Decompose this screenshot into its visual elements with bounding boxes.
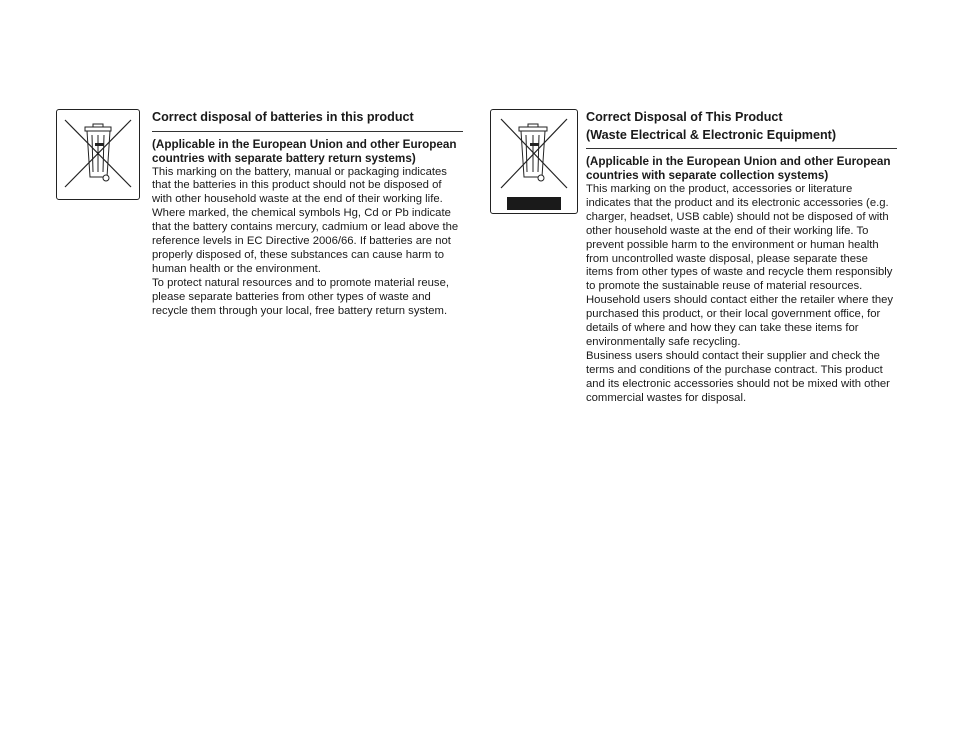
weee-symbol-box xyxy=(490,109,578,214)
battery-title: Correct disposal of batteries in this product xyxy=(152,109,463,132)
battery-subhead: (Applicable in the European Union and other European countries with separate battery return systems) xyxy=(152,137,457,165)
weee-title-line1: Correct Disposal of This Product xyxy=(586,110,783,124)
weee-paragraph: Household users should contact either the retailer where they purchased this product, or their local government office, for details of where and how they can take these items for environmentally safe recycling. xyxy=(586,294,894,348)
weee-paragraph: This marking on the product, accessories or literature indicates that the product and its electronic accessories (e.g. charger, headset, USB cable) should not be disposed of with other household waste at the end of their working life. To prevent possible harm to the environment or human health from uncontrolled waste disposal, please separate these items from other types of waste and recycle them responsibly to promote the sustainable reuse of material resources. xyxy=(586,183,893,293)
weee-title xyxy=(586,109,897,149)
battery-text xyxy=(152,109,463,318)
crossed-out-wheelie-bin-icon xyxy=(57,110,139,199)
battery-paragraph: To protect natural resources and to promote material reuse, please separate batteries from other types of waste and recycle them through your local, free battery return system. xyxy=(152,276,450,317)
weee-text xyxy=(586,109,897,406)
weee-subhead: (Applicable in the European Union and other European countries with separate collection systems) xyxy=(586,155,891,182)
battery-paragraph: This marking on the battery, manual or packaging indicates that the batteries in this product should not be disposed of with other household waste at the end of their working life. Where marked, the chemical symbols Hg, Cd or Pb indicate that the battery contains mercury, cadmium or lead above the reference levels in EC Directive 2006/66. If batteries are not properly disposed of, these substances can cause harm to human health or the environment. xyxy=(152,165,459,275)
crossed-out-wheelie-bin-with-bar-icon xyxy=(491,110,577,213)
weee-paragraph: Business users should contact their supplier and check the terms and conditions of the purchase contract. This product and its electronic accessories should not be mixed with other commercial wastes for disposal. xyxy=(586,349,890,404)
weee-title-line2: (Waste Electrical & Electronic Equipment) xyxy=(586,127,837,142)
battery-symbol-box xyxy=(56,109,140,200)
